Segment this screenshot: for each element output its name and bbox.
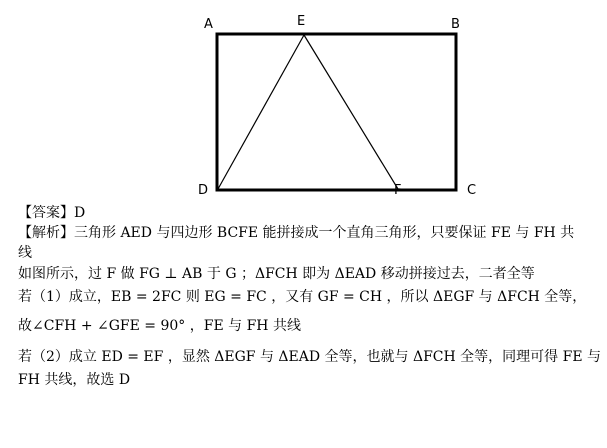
answer-line: 【答案】D [18, 205, 86, 221]
analysis-line-2: 线 [18, 245, 32, 261]
analysis-line-7: FH 共线，故选 D [18, 372, 131, 388]
segment-ef [304, 35, 398, 189]
analysis-line-6: 若（2）成立 ED = EF ，显然 ΔEGF 与 ΔEAD 全等，也就与 ΔFCH 全等，同理可得 FE 与 [18, 349, 601, 365]
analysis-line-4: 若（1）成立，EB = 2FC 则 EG = FC ，又有 GF = CH ，所以 ΔEGF 与 ΔFCH 全等， [18, 289, 587, 305]
label-a: A [204, 17, 213, 32]
segment-ed [218, 35, 304, 189]
label-c: C [467, 183, 477, 198]
analysis-line-5: 故∠CFH + ∠GFE = 90° ，FE 与 FH 共线 [18, 318, 301, 334]
analysis-line-3: 如图所示，过 F 做 FG ⊥ AB 于 G ；ΔFCH 即为 ΔEAD 移动拼接过去，二者全等 [18, 266, 535, 282]
analysis-line-1: 【解析】三角形 AED 与四边形 BCFE 能拼接成一个直角三角形，只要保证 FE 与 FH 共 [18, 225, 575, 241]
label-b: B [451, 17, 460, 32]
label-f: F [394, 183, 402, 198]
geometry-figure [0, 0, 607, 200]
label-d: D [198, 183, 209, 198]
label-e: E [297, 14, 306, 29]
rectangle-abcd [217, 34, 456, 190]
